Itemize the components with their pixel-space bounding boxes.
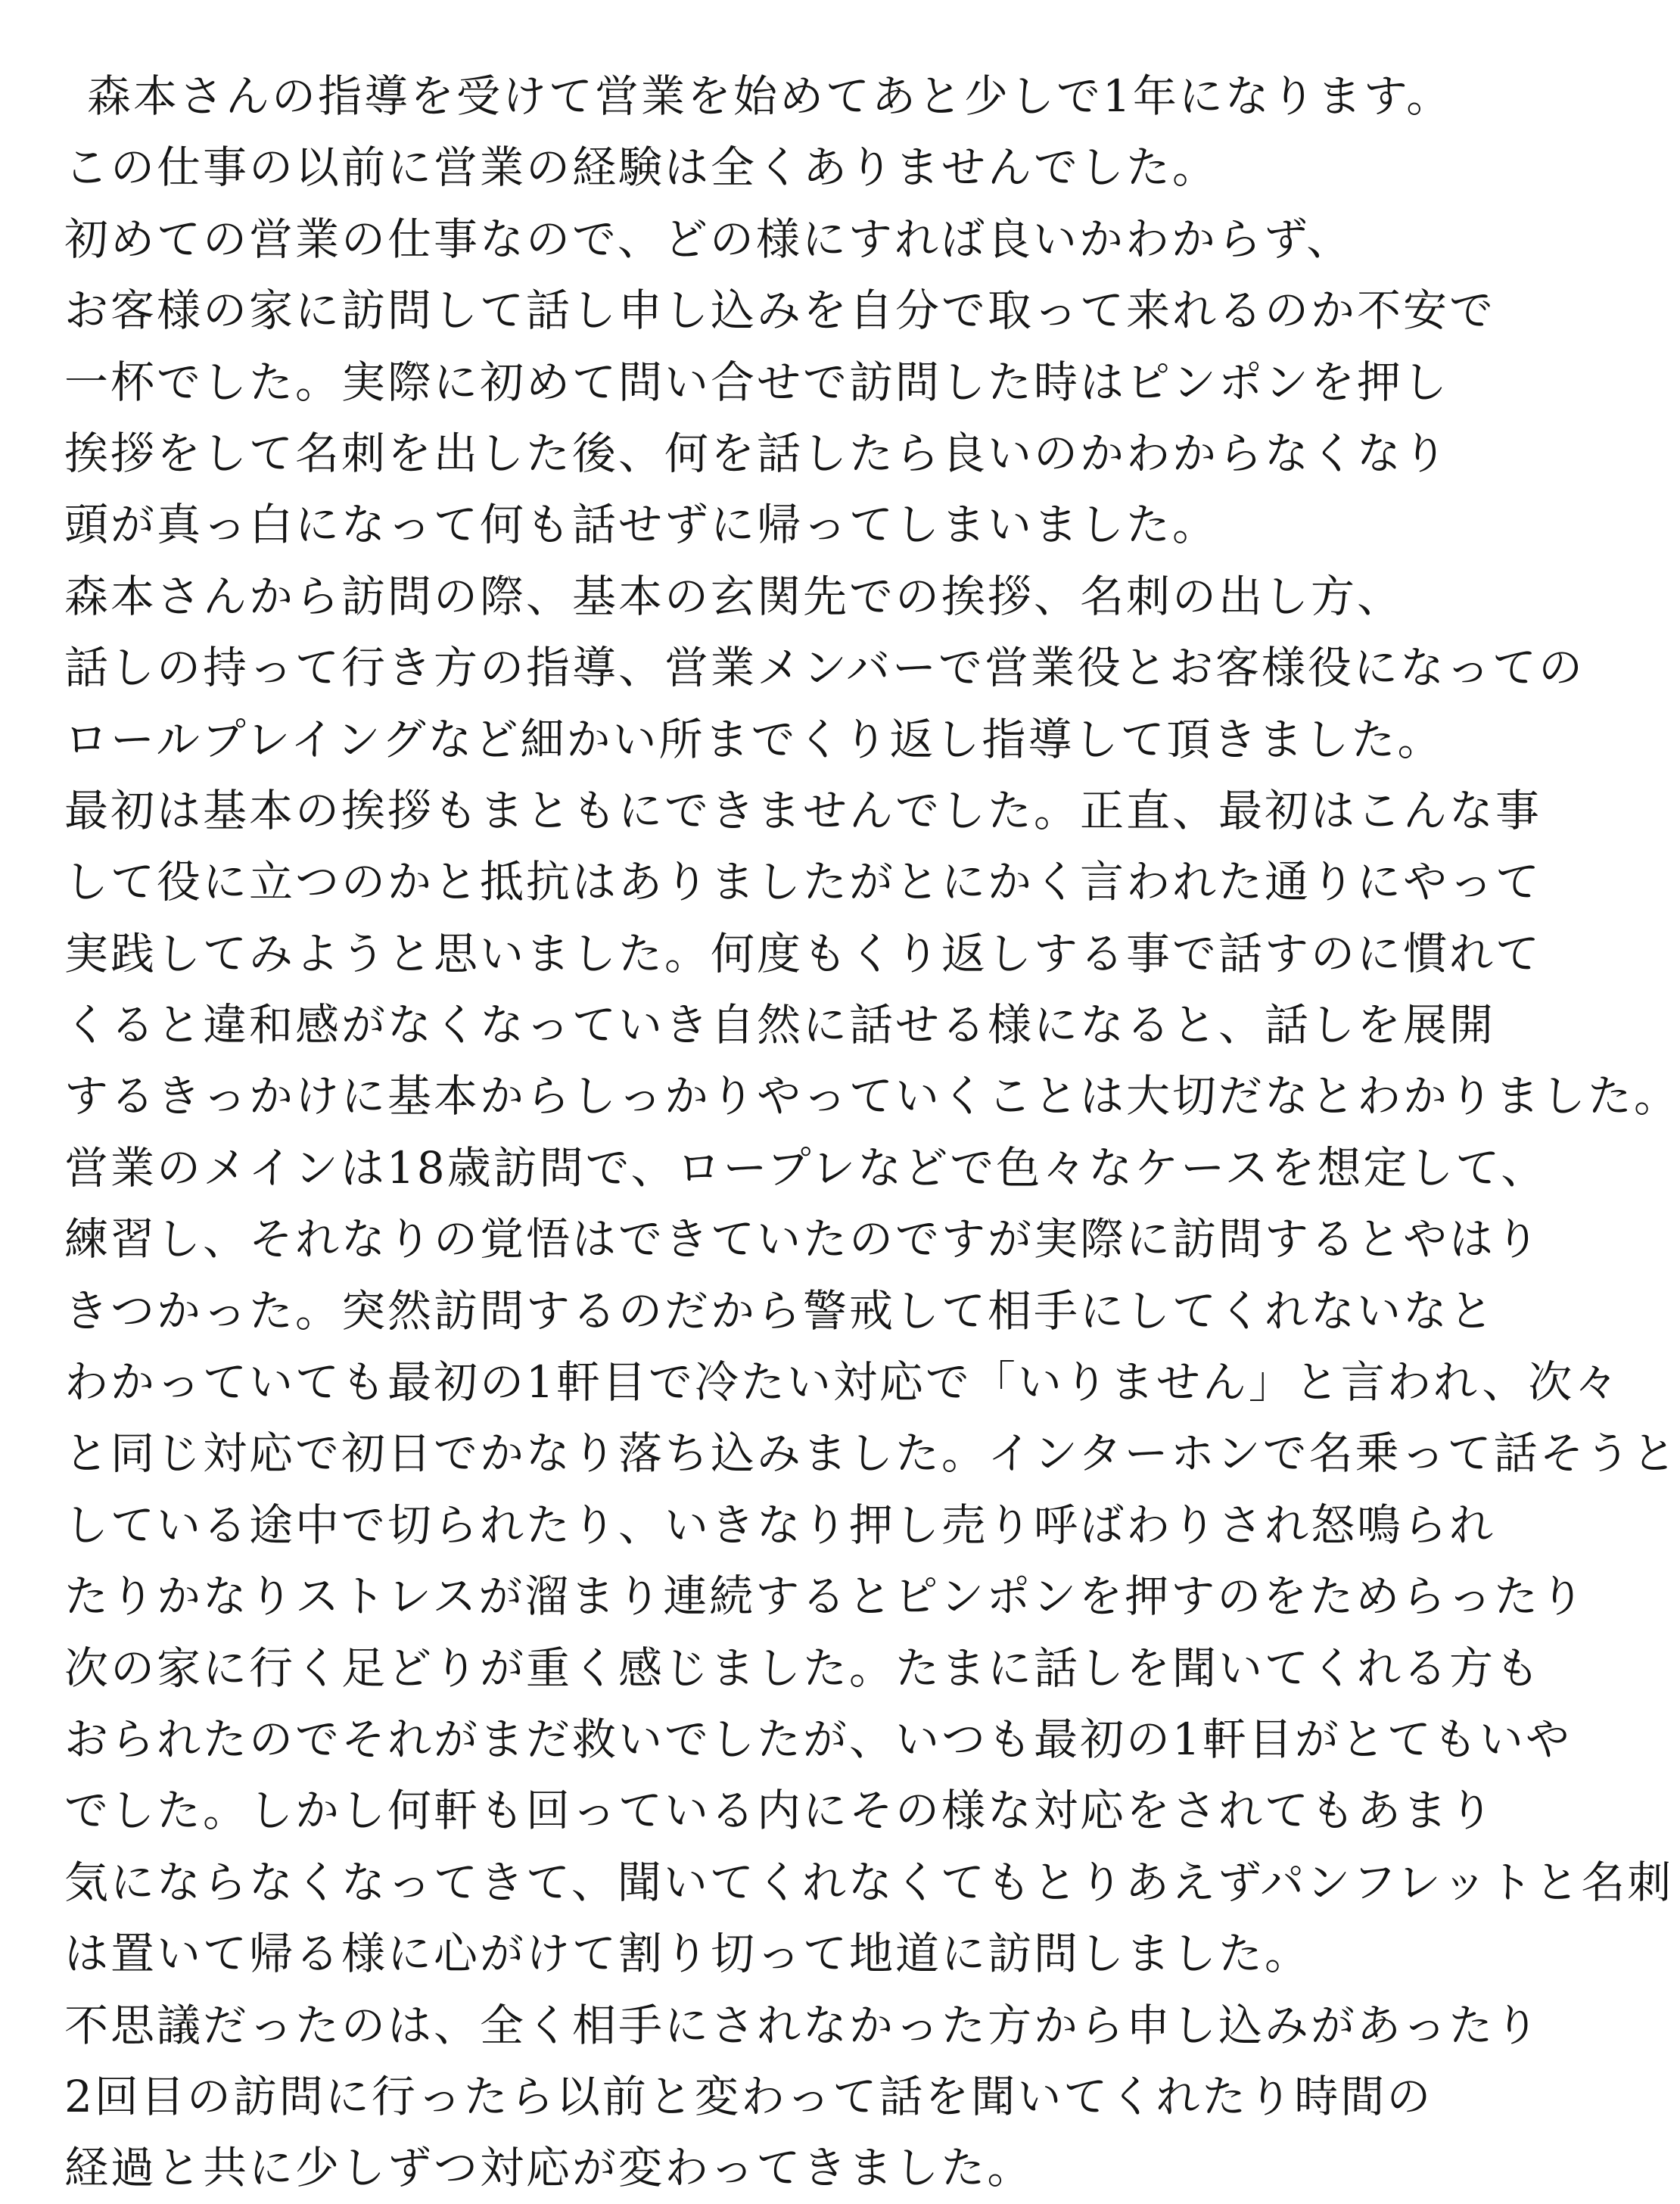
text-line-30: 経過と共に少しずつ対応が変わってきました。 — [64, 2142, 1034, 2194]
text-line-10: ロールプレイングなど細かい所までくり返し指導して頂きました。 — [64, 713, 1444, 765]
text-line-18: きつかった。突然訪問するのだから警戒して相手にしてくれないなと — [64, 1284, 1496, 1337]
text-line-1: 森本さんの指導を受けて営業を始めてあと少しで1年になります。 — [87, 70, 1453, 122]
text-line-20: と同じ対応で初日でかなり落ち込みました。インターホンで名乗って話そうと — [64, 1427, 1678, 1480]
text-line-7: 頭が真っ白になって何も話せずに帰ってしまいました。 — [64, 499, 1219, 551]
text-line-2: この仕事の以前に営業の経験は全くありませんでした。 — [64, 142, 1219, 194]
text-line-6: 挨拶をして名刺を出した後、何を話したら良いのかわからなくなり — [64, 427, 1450, 479]
text-line-9: 話しの持って行き方の指導、営業メンバーで営業役とお客様役になっての — [64, 642, 1585, 694]
text-line-17: 練習し、それなりの覚悟はできていたのですが実際に訪問するとやはり — [64, 1213, 1542, 1265]
text-line-25: でした。しかし何軒も回っている内にその様な対応をされてもあまり — [64, 1785, 1496, 1837]
text-line-22: たりかなりストレスが溜まり連続するとピンポンを押すのをためらったり — [64, 1571, 1587, 1623]
text-line-26: 気にならなくなってきて、聞いてくれなくてもとりあえずパンフレットと名刺 — [64, 1856, 1674, 1908]
text-line-23: 次の家に行く足どりが重く感じました。たまに話しを聞いてくれる方も — [64, 1642, 1542, 1694]
text-line-8: 森本さんから訪問の際、基本の玄関先での挨拶、名刺の出し方、 — [64, 570, 1404, 622]
text-line-14: くると違和感がなくなっていき自然に話せる様になると、話しを展開 — [64, 999, 1496, 1051]
text-line-13: 実践してみようと思いました。何度もくり返しする事で話すのに慣れて — [64, 927, 1542, 979]
text-line-21: している途中で切られたり、いきなり押し売り呼ばわりされ怒鳴られ — [64, 1499, 1496, 1551]
text-line-29: 2回目の訪問に行ったら以前と変わって話を聞いてくれたり時間の — [64, 2070, 1433, 2122]
text-line-11: 最初は基本の挨拶もまともにできませんでした。正直、最初はこんな事 — [64, 784, 1542, 836]
text-line-12: して役に立つのかと抵抗はありましたがとにかく言われた通りにやって — [64, 856, 1542, 908]
handwritten-text-block — [64, 61, 1680, 2204]
text-line-5: 一杯でした。実際に初めて問い合せで訪問した時はピンポンを押し — [64, 356, 1450, 408]
text-line-4: お客様の家に訪問して話し申し込みを自分で取って来れるのか不安で — [64, 285, 1496, 337]
text-line-24: おられたのでそれがまだ救いでしたが、いつも最初の1軒目がとてもいや — [64, 1713, 1572, 1765]
text-line-3: 初めての営業の仕事なので、どの様にすれば良いかわからず、 — [64, 213, 1353, 265]
text-line-27: は置いて帰る様に心がけて割り切って地道に訪問しました。 — [64, 1928, 1311, 1980]
text-line-15: するきっかけに基本からしっかりやっていくことは大切だなとわかりました。 — [64, 1070, 1680, 1122]
text-line-16: 営業のメインは18歳訪問で、ロープレなどで色々なケースを想定して、 — [64, 1141, 1548, 1194]
text-line-28: 不思議だったのは、全く相手にされなかった方から申し込みがあったり — [64, 1999, 1542, 2051]
text-line-19: わかっていても最初の1軒目で冷たい対応で「いりません」と言われ、次々 — [64, 1356, 1621, 1409]
